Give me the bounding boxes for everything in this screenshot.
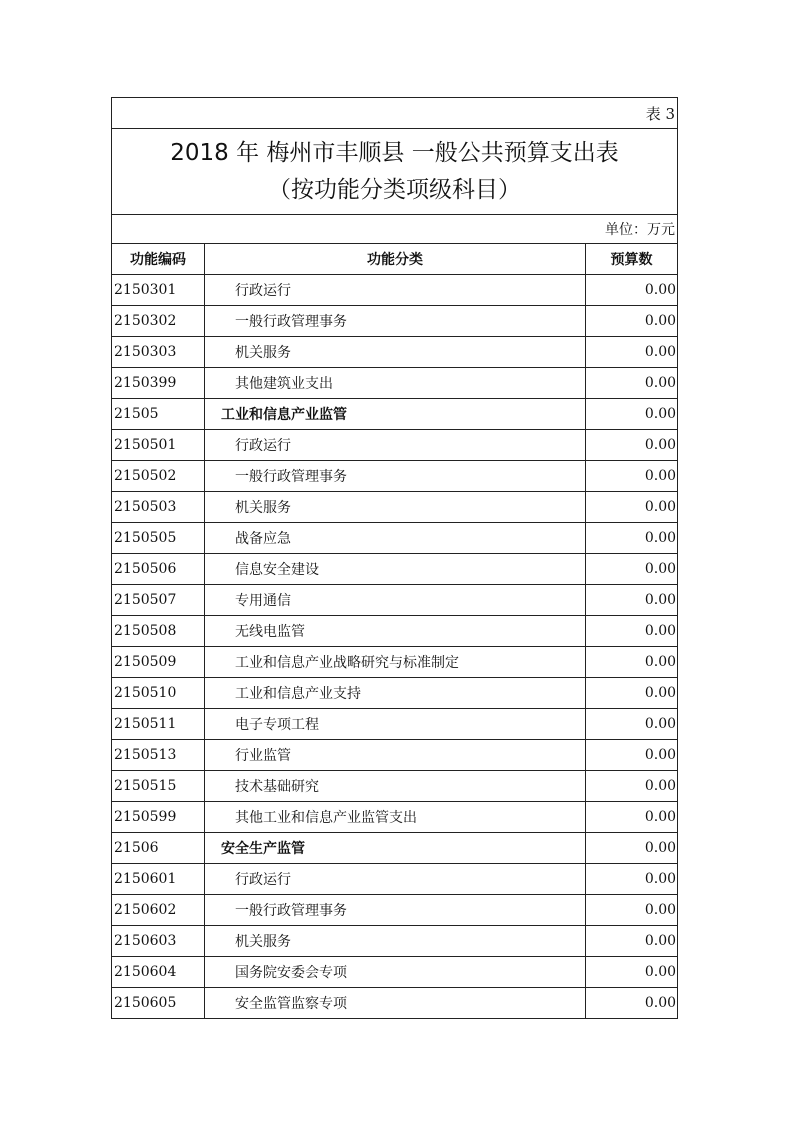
function-category-cell: 国务院安委会专项: [205, 957, 586, 988]
table-row: [112, 740, 678, 771]
table-tag: 表 3: [112, 98, 678, 129]
table-row: [112, 833, 678, 864]
title-row: [112, 129, 678, 215]
table-row: [112, 399, 678, 430]
function-category-cell: 一般行政管理事务: [205, 461, 586, 492]
function-category-cell: 工业和信息产业支持: [205, 678, 586, 709]
function-code-cell: 2150509: [112, 647, 205, 678]
function-code-cell: 2150302: [112, 306, 205, 337]
unit-label: 单位：万元: [112, 215, 678, 244]
function-code-cell: 2150599: [112, 802, 205, 833]
table-row: [112, 709, 678, 740]
budget-amount-cell: 0.00: [586, 740, 678, 771]
budget-amount-cell: 0.00: [586, 709, 678, 740]
table-row: [112, 492, 678, 523]
function-category-cell: 一般行政管理事务: [205, 306, 586, 337]
budget-amount-cell: 0.00: [586, 926, 678, 957]
function-code-cell: 2150515: [112, 771, 205, 802]
function-code-cell: 2150506: [112, 554, 205, 585]
function-category-cell: 机关服务: [205, 492, 586, 523]
budget-amount-cell: 0.00: [586, 523, 678, 554]
function-category-cell: 技术基础研究: [205, 771, 586, 802]
table-row: [112, 430, 678, 461]
function-category-cell: 电子专项工程: [205, 709, 586, 740]
function-category-cell: 行政运行: [205, 275, 586, 306]
header-row: [112, 244, 678, 275]
function-code-cell: 2150399: [112, 368, 205, 399]
budget-amount-cell: 0.00: [586, 337, 678, 368]
budget-amount-cell: 0.00: [586, 585, 678, 616]
budget-amount-cell: 0.00: [586, 957, 678, 988]
table-row: [112, 306, 678, 337]
function-code-cell: 2150513: [112, 740, 205, 771]
budget-amount-cell: 0.00: [586, 492, 678, 523]
budget-amount-cell: 0.00: [586, 306, 678, 337]
function-category-cell: 机关服务: [205, 926, 586, 957]
table-row: [112, 802, 678, 833]
budget-amount-cell: 0.00: [586, 802, 678, 833]
function-code-cell: 2150507: [112, 585, 205, 616]
function-code-cell: 2150301: [112, 275, 205, 306]
table-row: [112, 771, 678, 802]
table-row: [112, 895, 678, 926]
function-code-cell: 2150605: [112, 988, 205, 1019]
function-code-cell: 2150601: [112, 864, 205, 895]
budget-amount-cell: 0.00: [586, 461, 678, 492]
budget-amount-cell: 0.00: [586, 864, 678, 895]
function-code-cell: 2150505: [112, 523, 205, 554]
title-line-1: 2018 年 梅州市丰顺县 一般公共预算支出表: [170, 139, 619, 166]
function-code-cell: 2150502: [112, 461, 205, 492]
budget-table: [111, 97, 678, 1019]
table-row: [112, 523, 678, 554]
budget-amount-cell: 0.00: [586, 554, 678, 585]
budget-amount-cell: 0.00: [586, 895, 678, 926]
budget-sheet: [111, 97, 677, 1019]
function-code-cell: 21505: [112, 399, 205, 430]
function-code-cell: 2150501: [112, 430, 205, 461]
table-row: [112, 647, 678, 678]
table-row: [112, 616, 678, 647]
table-row: [112, 368, 678, 399]
table-row: [112, 275, 678, 306]
function-code-cell: 2150510: [112, 678, 205, 709]
budget-amount-cell: 0.00: [586, 275, 678, 306]
function-code-cell: 2150303: [112, 337, 205, 368]
function-category-cell: 信息安全建设: [205, 554, 586, 585]
table-row: [112, 678, 678, 709]
function-code-cell: 21506: [112, 833, 205, 864]
function-code-cell: 2150604: [112, 957, 205, 988]
budget-amount-cell: 0.00: [586, 771, 678, 802]
header-amount: 预算数: [586, 244, 678, 275]
budget-amount-cell: 0.00: [586, 368, 678, 399]
budget-amount-cell: 0.00: [586, 399, 678, 430]
table-row: [112, 926, 678, 957]
title-line-2: （按功能分类项级科目）: [268, 176, 521, 203]
header-category: 功能分类: [205, 244, 586, 275]
table-tag-row: [112, 98, 678, 129]
table-row: [112, 957, 678, 988]
function-category-cell: 无线电监管: [205, 616, 586, 647]
budget-amount-cell: 0.00: [586, 616, 678, 647]
budget-amount-cell: 0.00: [586, 833, 678, 864]
table-row: [112, 554, 678, 585]
function-code-cell: 2150511: [112, 709, 205, 740]
function-code-cell: 2150503: [112, 492, 205, 523]
table-row: [112, 337, 678, 368]
table-row: [112, 461, 678, 492]
function-code-cell: 2150603: [112, 926, 205, 957]
function-category-cell: 安全生产监管: [205, 833, 586, 864]
budget-amount-cell: 0.00: [586, 678, 678, 709]
budget-amount-cell: 0.00: [586, 988, 678, 1019]
function-category-cell: 安全监管监察专项: [205, 988, 586, 1019]
function-category-cell: 工业和信息产业战略研究与标准制定: [205, 647, 586, 678]
function-category-cell: 一般行政管理事务: [205, 895, 586, 926]
function-category-cell: 机关服务: [205, 337, 586, 368]
table-row: [112, 988, 678, 1019]
function-category-cell: 其他工业和信息产业监管支出: [205, 802, 586, 833]
function-category-cell: 行政运行: [205, 864, 586, 895]
function-category-cell: 行政运行: [205, 430, 586, 461]
function-code-cell: 2150508: [112, 616, 205, 647]
unit-row: [112, 215, 678, 244]
function-category-cell: 专用通信: [205, 585, 586, 616]
function-code-cell: 2150602: [112, 895, 205, 926]
table-row: [112, 585, 678, 616]
page-title: [112, 129, 678, 215]
function-category-cell: 工业和信息产业监管: [205, 399, 586, 430]
function-category-cell: 其他建筑业支出: [205, 368, 586, 399]
table-row: [112, 864, 678, 895]
function-category-cell: 行业监管: [205, 740, 586, 771]
budget-amount-cell: 0.00: [586, 647, 678, 678]
budget-amount-cell: 0.00: [586, 430, 678, 461]
header-code: 功能编码: [112, 244, 205, 275]
function-category-cell: 战备应急: [205, 523, 586, 554]
